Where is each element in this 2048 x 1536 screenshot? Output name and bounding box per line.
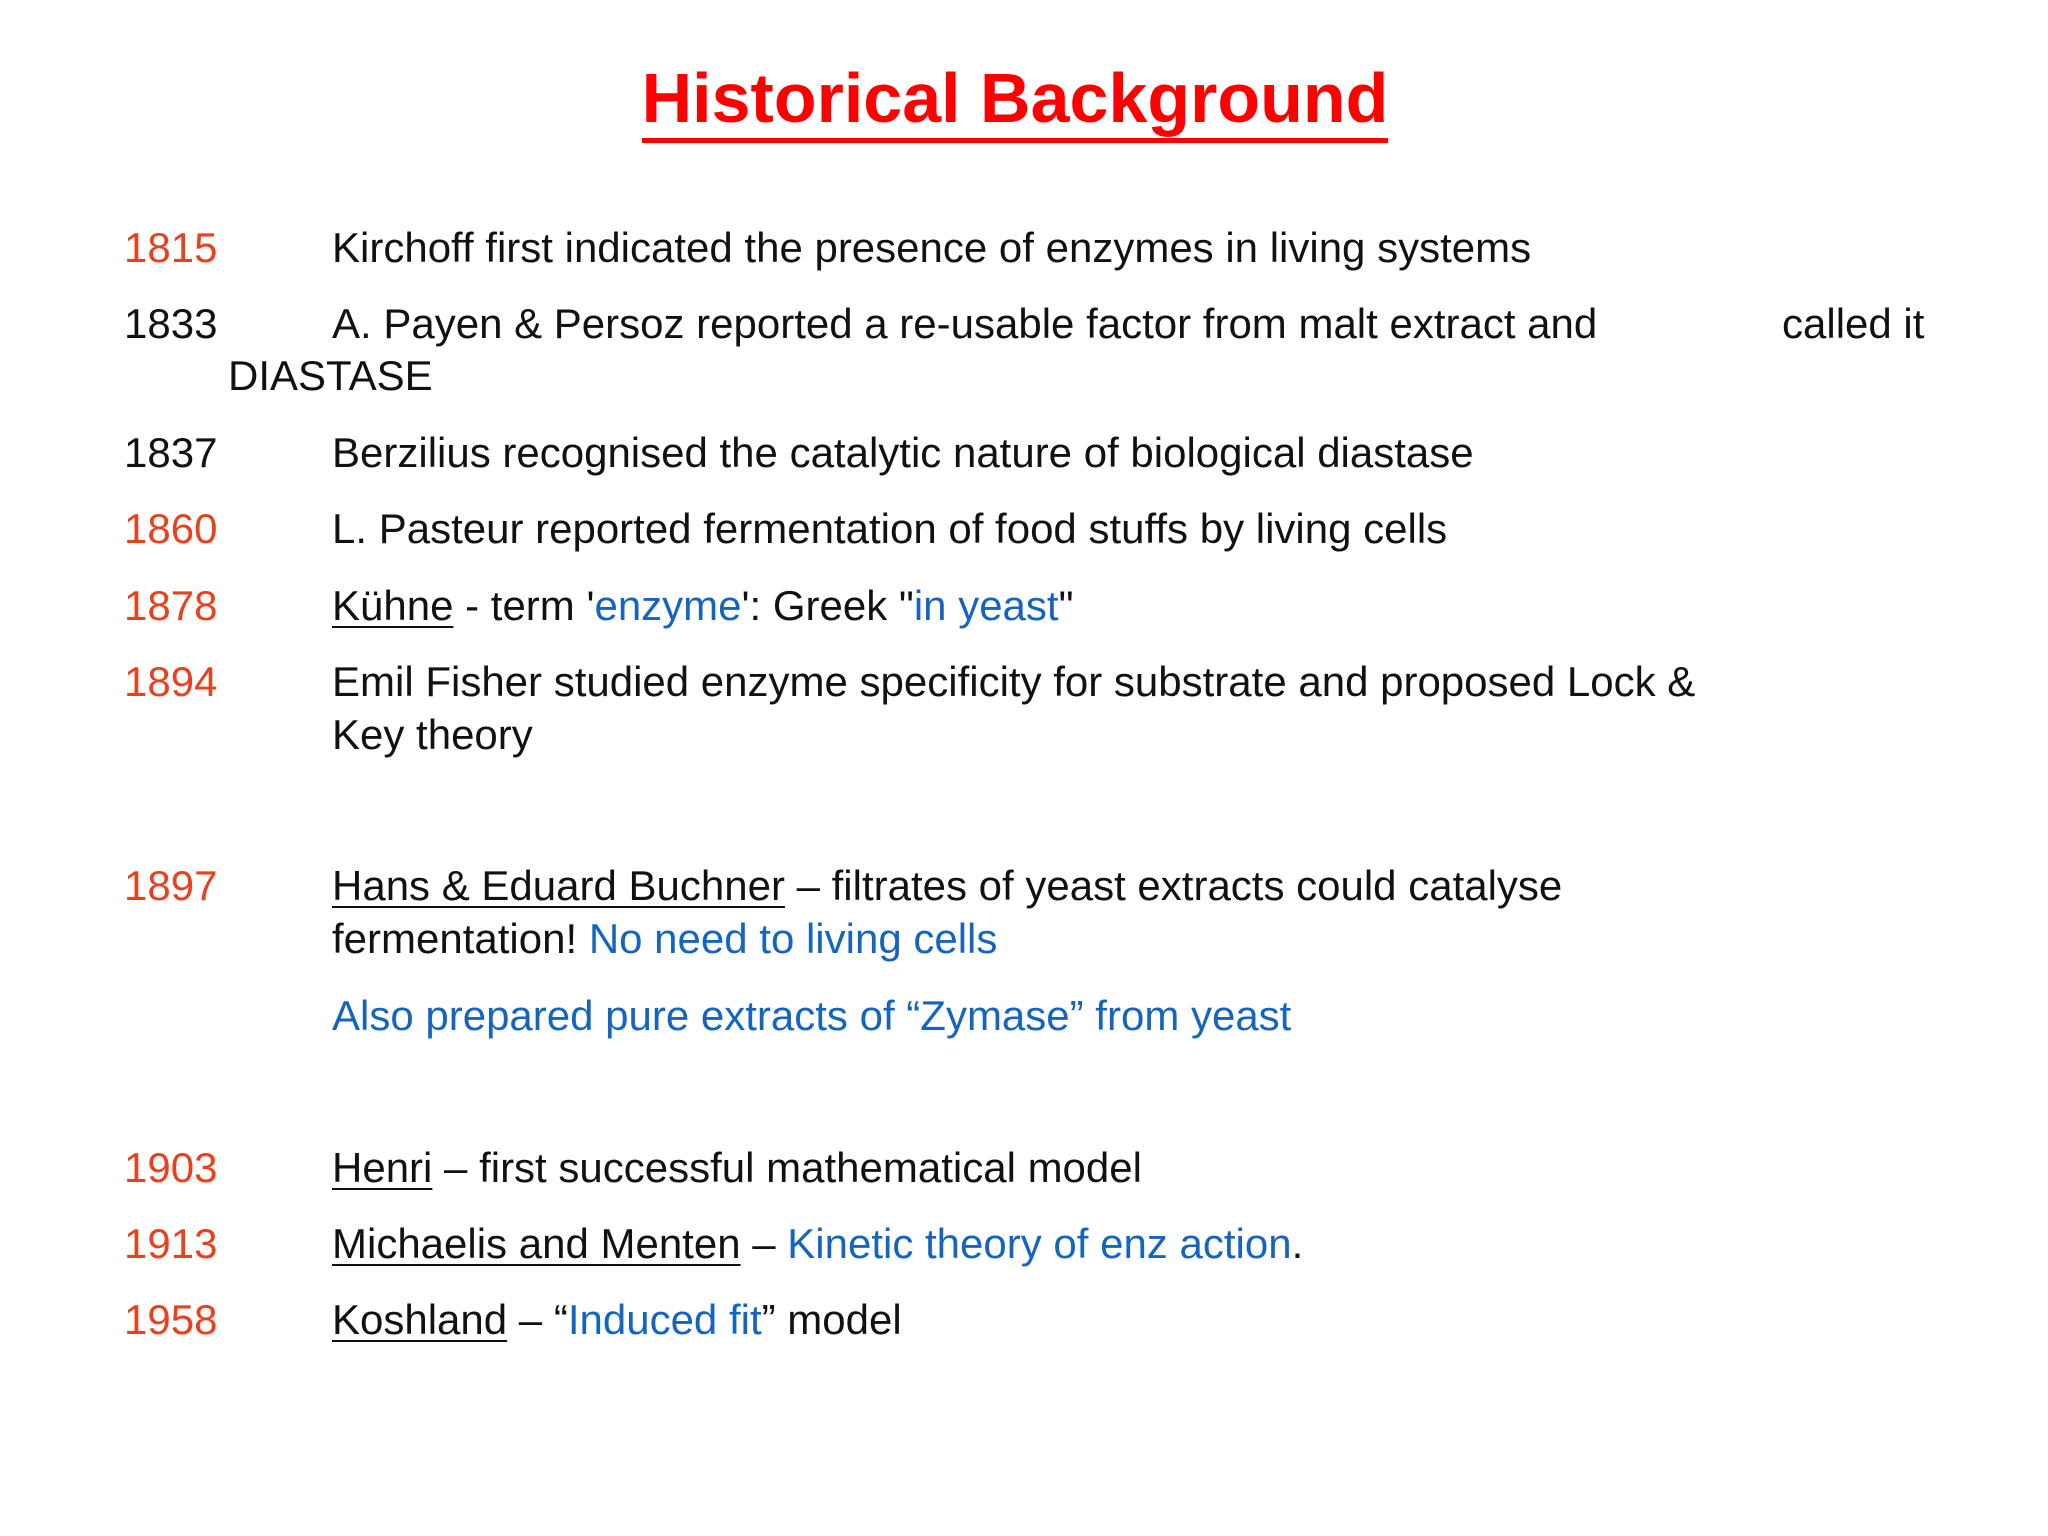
year-1815: 1815 <box>124 224 218 271</box>
entry-1958-text <box>332 1294 902 1346</box>
slide-title <box>0 56 2030 140</box>
entry-1878-t2: ': Greek " <box>741 582 914 629</box>
entry-1897-line2 <box>332 913 997 965</box>
entry-1958-t1: – “ <box>507 1296 568 1343</box>
year-1860: 1860 <box>124 505 218 552</box>
entry-1897-name: Hans & Eduard Buchner <box>332 862 785 909</box>
entry-1897-t2: fermentation! <box>332 915 589 962</box>
entry-1897-line3: Also prepared pure extracts of “Zymase” from yeast <box>332 992 1292 1039</box>
entry-1878-blue1: enzyme <box>594 582 742 629</box>
entry-1913-name: Michaelis and Menten <box>332 1220 741 1267</box>
entry-1833-line1: A. Payen & Persoz reported a re-usable factor from malt extract and <box>332 300 1598 347</box>
year-1894: 1894 <box>124 658 218 705</box>
entry-1815-text: Kirchoff first indicated the presence of enzymes in living systems <box>332 224 1532 271</box>
entry-1958-name: Koshland <box>332 1296 508 1343</box>
entry-1878-blue2: in yeast <box>913 582 1059 629</box>
entry-1958-blue1: Induced fit <box>567 1296 762 1343</box>
entry-1833-line1-end: called it <box>1782 300 1925 347</box>
entry-1878-t3: " <box>1058 582 1074 629</box>
entry-1903-t1: – first successful mathematical model <box>432 1144 1142 1191</box>
entry-1833-line2: DIASTASE <box>228 352 433 399</box>
year-1878: 1878 <box>124 582 218 629</box>
entry-1894-line1: Emil Fisher studied enzyme specificity for substrate and proposed Lock & <box>332 658 1696 705</box>
entry-1913-t2: . <box>1291 1220 1304 1267</box>
entry-1897-blue1: No need to living cells <box>588 915 998 962</box>
entry-1878-text <box>332 580 1074 632</box>
entry-1860-text: L. Pasteur reported fermentation of food stuffs by living cells <box>332 505 1448 552</box>
year-1903: 1903 <box>124 1144 218 1191</box>
entry-1894-line2: Key theory <box>332 711 533 758</box>
entry-1903-name: Henri <box>332 1144 433 1191</box>
entry-1897-line1 <box>332 860 1562 912</box>
year-1913: 1913 <box>124 1220 218 1267</box>
entry-1913-t1: – <box>740 1220 788 1267</box>
entry-1878-name: Kühne <box>332 582 454 629</box>
entry-1903-text <box>332 1142 1142 1194</box>
year-1837: 1837 <box>124 429 218 476</box>
year-1833: 1833 <box>124 300 218 347</box>
year-1958: 1958 <box>124 1296 218 1343</box>
entry-1837-text: Berzilius recognised the catalytic nature of biological diastase <box>332 429 1474 476</box>
entry-1897-t1: – filtrates of yeast extracts could catalyse <box>784 862 1563 909</box>
entry-1878-t1: - term ' <box>453 582 595 629</box>
year-1897: 1897 <box>124 862 218 909</box>
entry-1958-t2: ” model <box>761 1296 902 1343</box>
entry-1913-blue1: Kinetic theory of enz action <box>787 1220 1292 1267</box>
slide-title-text: Historical Background <box>642 59 1389 143</box>
entry-1913-text <box>332 1218 1303 1270</box>
